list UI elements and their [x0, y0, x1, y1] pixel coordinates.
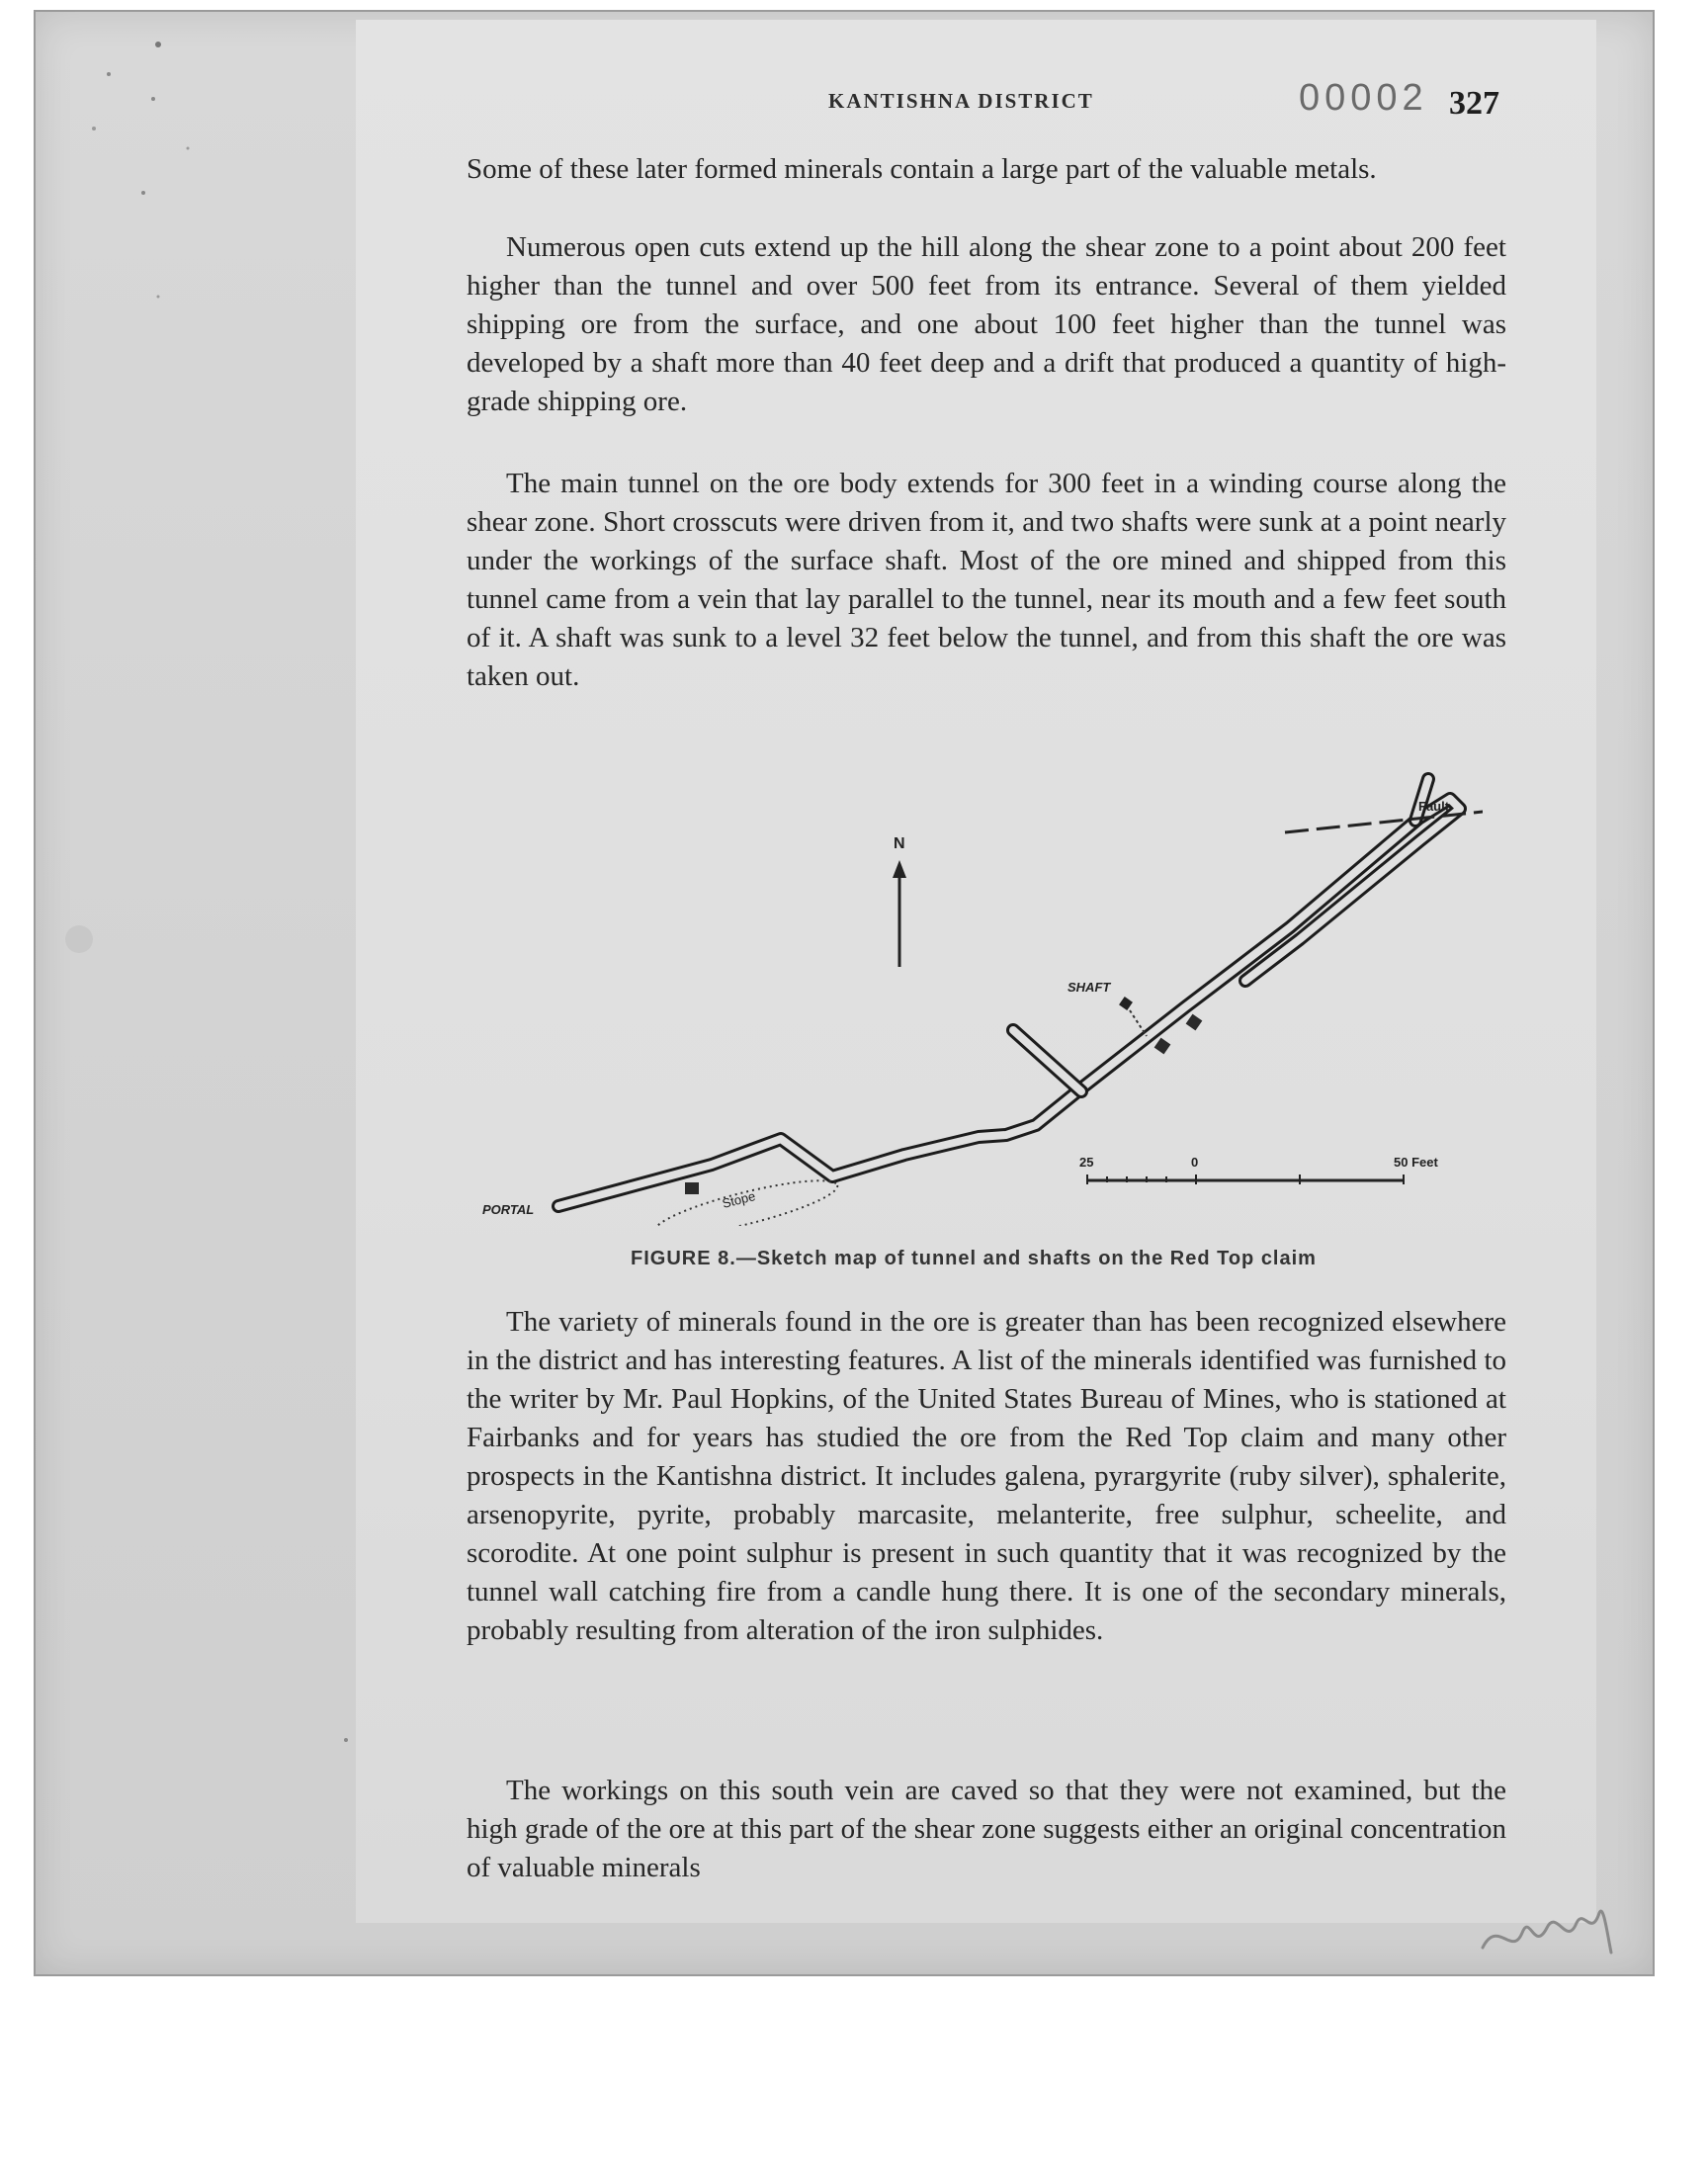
scale-label-50: 50 Feet [1394, 1155, 1438, 1170]
paragraph-4: The variety of minerals found in the ore is greater than has been recognized elsewhere in the district and has interesting features. A list of the minerals identified was furnished to the writer by Mr. Paul Hopkins, of the United States Bureau of Mines, who is stationed at Fairbanks and for years has studied the ore from the Red Top claim and many other prospects in the Kantishna district. It includes galena, pyrargyrite (ruby silver), sphalerite, arsenopyrite, pyrite, probably marcasite, melanterite, free sulphur, scheelite, and scorodite. At one point sulphur is present in such quantity that it was recognized by the tunnel wall catching fire from a candle hung there. It is one of the secondary minerals, probably resulting from alteration of the iron sulphides. [467, 1306, 1506, 1646]
north-arrow-head [893, 860, 906, 878]
handwritten-initials [1473, 1878, 1621, 1967]
paragraph-5: The workings on this south vein are caved so that they were not examined, but the high grade of the ore at this part of the shear zone suggests either an original concentration of valuable minerals [467, 1775, 1506, 1883]
north-label: N [894, 835, 905, 852]
scan-specks [59, 20, 356, 1898]
shaft-label: SHAFT [1068, 980, 1111, 995]
main-tunnel [558, 799, 1460, 1206]
portal-label: PORTAL [482, 1202, 535, 1217]
sketch-map-figure [465, 761, 1483, 1226]
paragraph-3: The main tunnel on the ore body extends for 300 feet in a winding course along the shear zone. Short crosscuts were driven from it, and two shafts were sunk at a point nearly under the workings of the surface shaft. Most of the ore mined and shipped from this tunnel came from a vein that lay parallel to the tunnel, near its mouth and a few feet south of it. A shaft was sunk to a level 32 feet below the tunnel, and from this shaft the ore was taken out. [467, 468, 1506, 692]
surface-shaft-trace [1130, 1010, 1147, 1036]
crosscut-inner [1013, 1030, 1081, 1091]
tunnel-map [465, 761, 1483, 1226]
running-head: KANTISHNA DISTRICT [828, 89, 1094, 113]
scale-label-25: 25 [1079, 1155, 1094, 1170]
paragraph-2: Numerous open cuts extend up the hill along the shear zone to a point about 200 feet higher than the tunnel and over 500 feet from its entrance. Several of them yielded shipping ore from the surface, and one about 100 feet higher than the tunnel was developed by a shaft more than 40 feet deep and a drift that produced a quantity of high-grade shipping ore. [467, 231, 1506, 417]
document-stamp: 00002 [1299, 77, 1428, 119]
fault-label: Fault [1418, 799, 1450, 814]
page-number: 327 [1449, 85, 1499, 122]
winze-1 [1154, 1038, 1171, 1055]
paragraph-1: Some of these later formed minerals contain a large part of the valuable metals. [467, 153, 1377, 185]
surface-shaft [1119, 997, 1133, 1010]
winze-2 [1186, 1014, 1203, 1031]
stope-shaft [685, 1182, 699, 1194]
stope-label: Stope [721, 1188, 757, 1211]
main-tunnel-inner [558, 799, 1460, 1206]
figure-caption: FIGURE 8.—Sketch map of tunnel and shafts on the Red Top claim [631, 1248, 1317, 1269]
scale-label-0: 0 [1191, 1155, 1199, 1170]
